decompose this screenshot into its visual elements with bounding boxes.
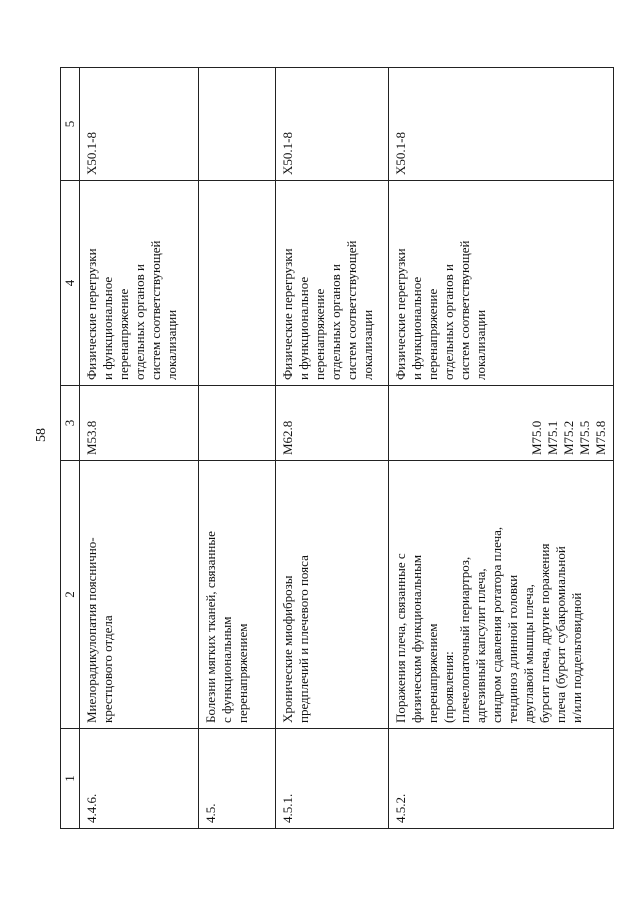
row-icd-code: M62.8	[276, 386, 389, 461]
row-code: 4.5.2.	[389, 729, 614, 829]
rotated-table-container	[60, 68, 608, 829]
row-icd-cell	[389, 386, 614, 461]
header-cell-1: 1	[61, 729, 80, 829]
disease-table	[60, 67, 614, 829]
row-disease: Болезни мягких тканей, связанные с функциональным перенапряжением	[199, 461, 276, 729]
header-cell-3: 3	[61, 386, 80, 461]
table-row	[199, 68, 276, 829]
row-icd-code-list: M75.0 M75.1 M75.2 M75.5 M75.8	[529, 420, 608, 455]
header-cell-4: 4	[61, 181, 80, 386]
table-row	[389, 68, 614, 829]
row-factor: Физические перегрузки и функциональное перенапряжение отдельных органов и систем соответствующей локализации	[276, 181, 389, 386]
row-factor-code: Х50.1-8	[80, 68, 199, 181]
row-factor-code: Х50.1-8	[276, 68, 389, 181]
row-code: 4.4.6.	[80, 729, 199, 829]
row-factor: Физические перегрузки и функциональное перенапряжение отдельных органов и систем соответствующей локализации	[389, 181, 614, 386]
row-code: 4.5.1.	[276, 729, 389, 829]
row-disease: Хронические миофиброзы предплечий и плечевого пояса	[276, 461, 389, 729]
table-header-row	[61, 68, 80, 829]
row-factor	[199, 181, 276, 386]
row-icd-code: M53.8	[80, 386, 199, 461]
row-factor-code: Х50.1-8	[389, 68, 614, 181]
table-row	[276, 68, 389, 829]
row-disease: Миелорадикулопатия пояснично- крестцового отдела	[80, 461, 199, 729]
page-number: 58	[34, 428, 49, 442]
table-row	[80, 68, 199, 829]
row-disease: Поражения плеча, связанные с физическим функциональным перенапряжением (проявления: плечелопаточный периартроз, адгезивный капсулит плеча, синдром сдавления ротатора плеча, тендиноз длинной головки двуглавой мышцы плеча, бурсит плеча, другие поражения плеча (бурсит субакромиальной и/или поддельтовидной	[389, 461, 614, 729]
row-factor: Физические перегрузки и функциональное перенапряжение отдельных органов и систем соответствующей локализации	[80, 181, 199, 386]
row-factor-code	[199, 68, 276, 181]
header-cell-5: 5	[61, 68, 80, 181]
header-cell-2: 2	[61, 461, 80, 729]
row-icd-code	[199, 386, 276, 461]
row-code: 4.5.	[199, 729, 276, 829]
